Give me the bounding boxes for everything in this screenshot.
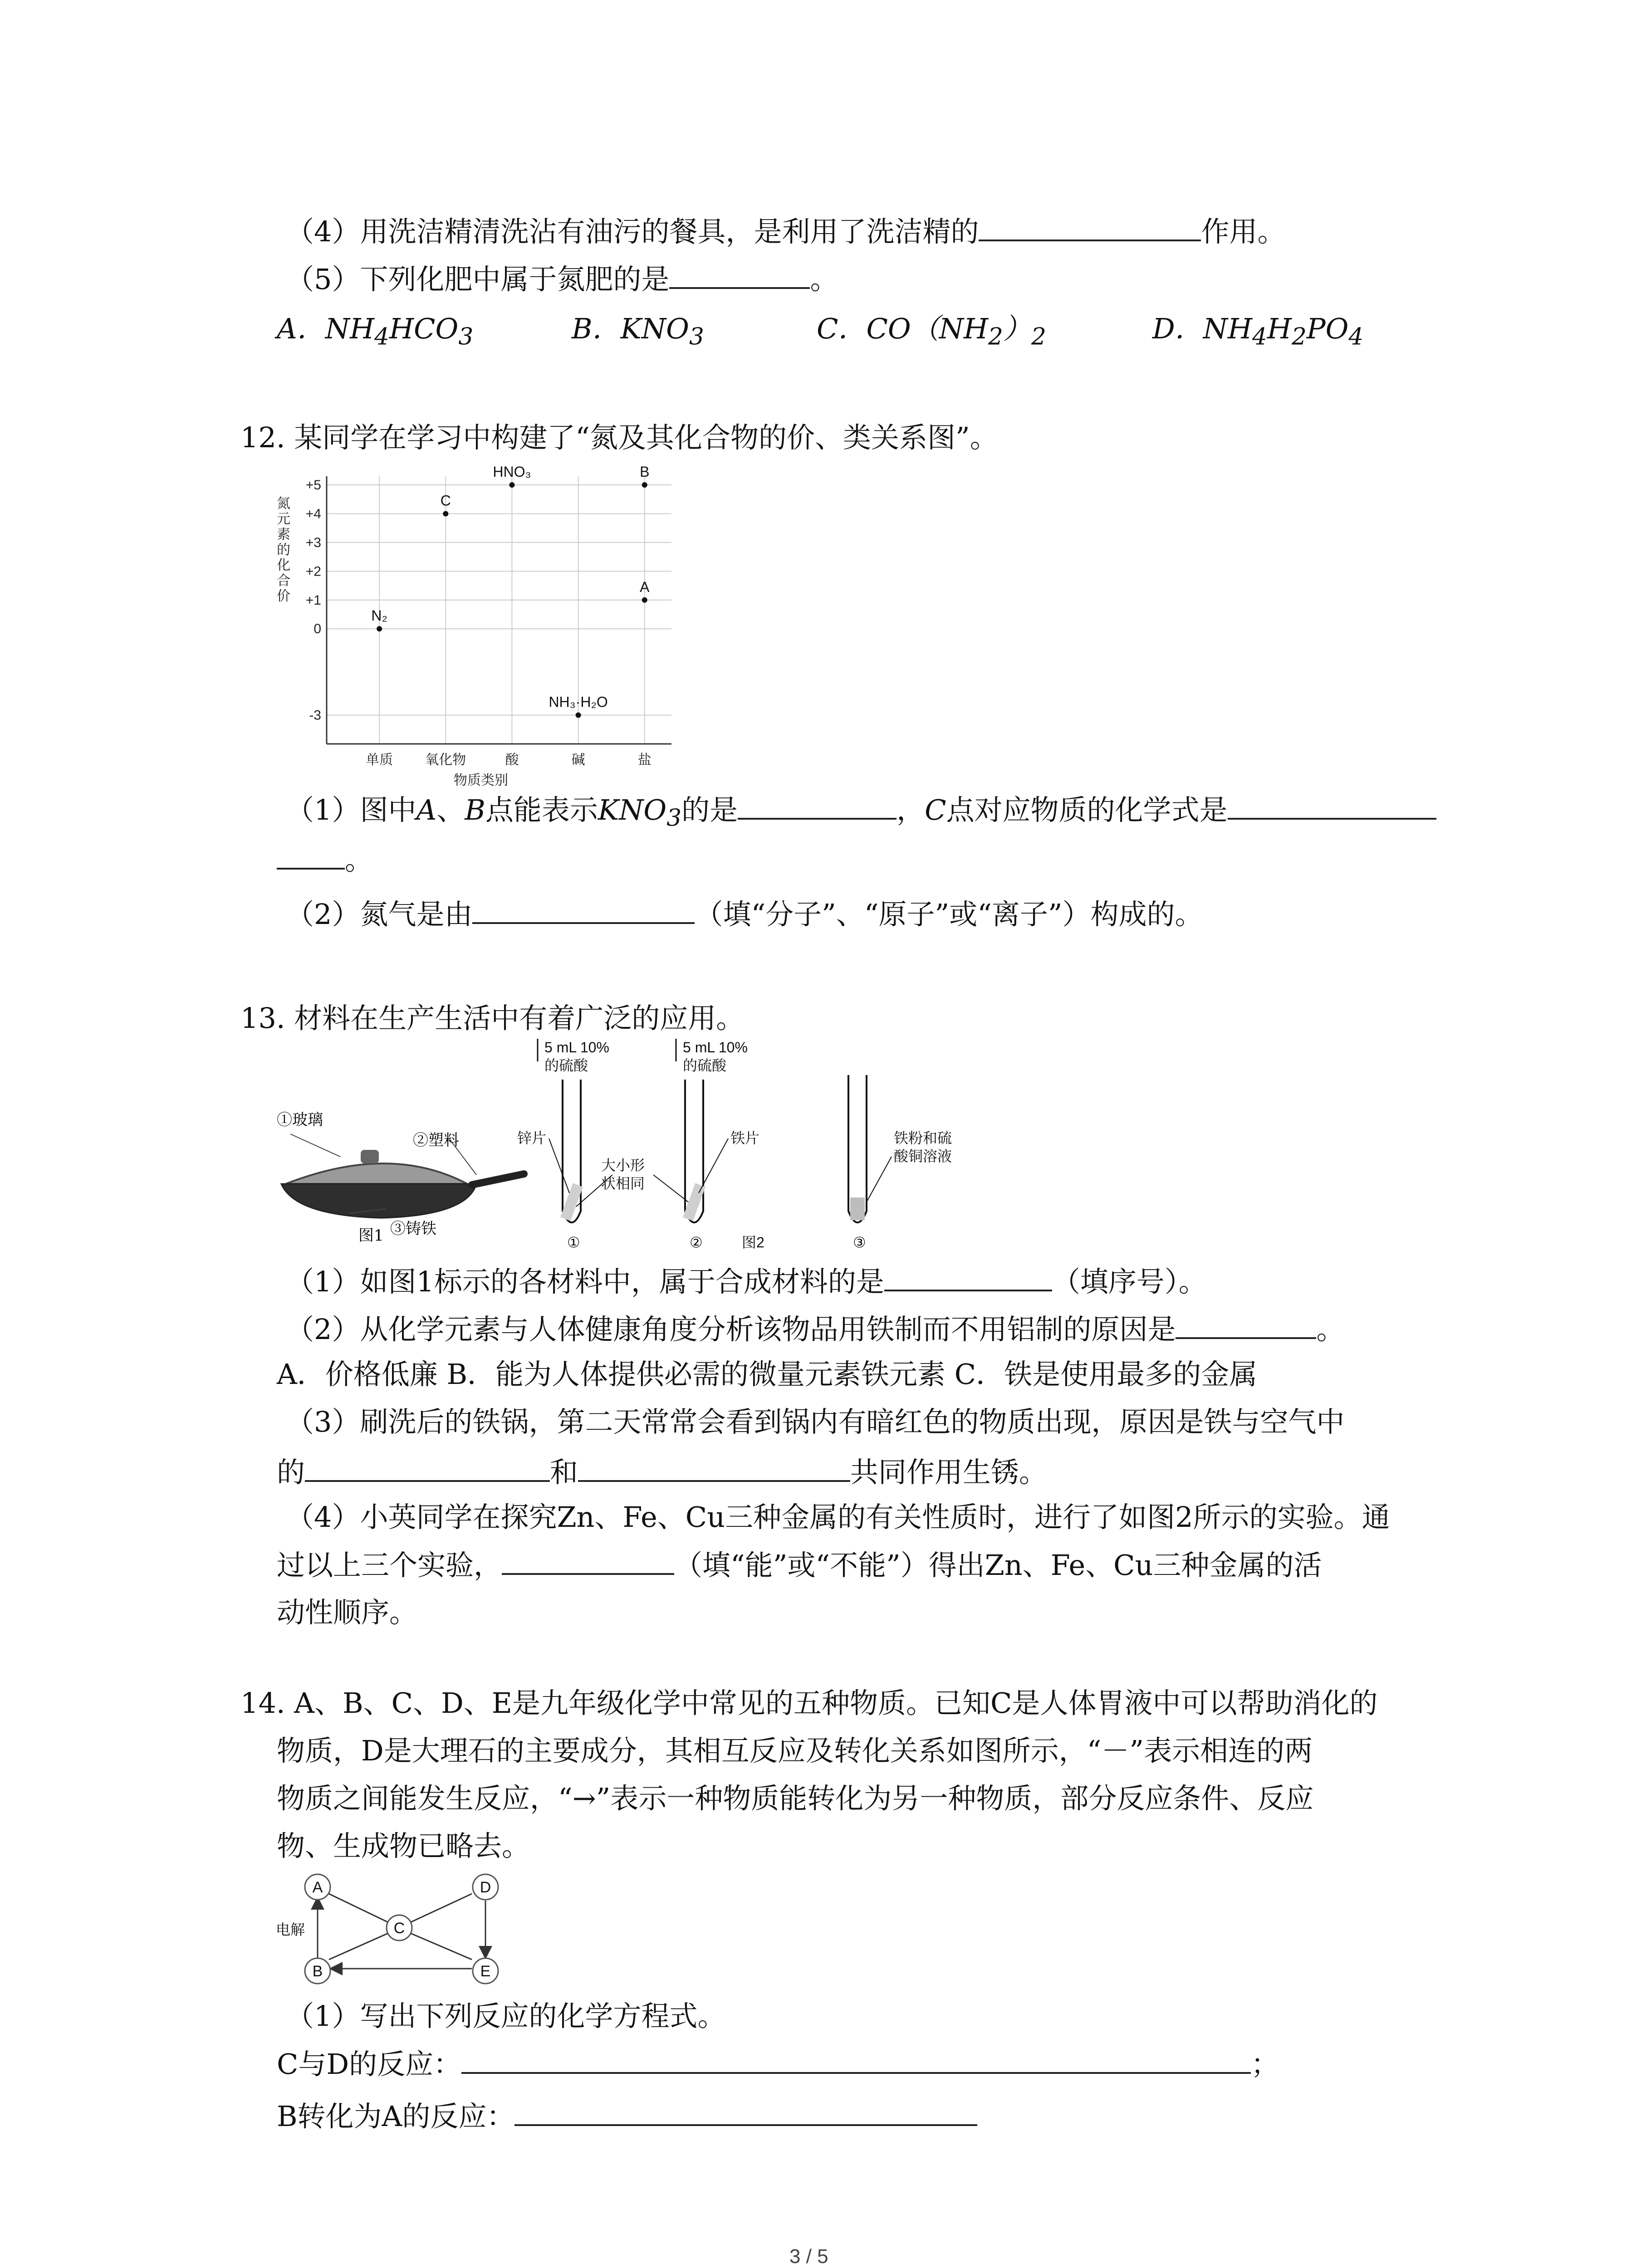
data-point-label: N₂	[371, 607, 387, 624]
y-axis-label-char: 元	[277, 512, 290, 527]
q13-q3-line1: （3）刷洗后的铁锅，第二天常常会看到锅内有暗红色的物质出现，原因是铁与空气中	[286, 1405, 1345, 1438]
answer-blank[interactable]	[277, 841, 345, 870]
tube2-acid-name: 的硫酸	[683, 1057, 727, 1074]
q14-cd-line: C与D的反应： ；	[277, 2046, 1279, 2082]
answer-blank[interactable]	[514, 2098, 977, 2126]
q13-q4-line1: （4）小英同学在探究Zn、Fe、Cu三种金属的有关性质时，进行了如图2所示的实验。通	[286, 1501, 1390, 1534]
answer-blank[interactable]	[738, 792, 896, 820]
q11-line4-text: （4）用洗洁精清洗沾有油污的餐具，是利用了洗洁精的	[286, 215, 979, 248]
tube1-acid-name: 的硫酸	[544, 1057, 588, 1074]
mixture-label-1: 铁粉和硫	[894, 1130, 952, 1146]
q14-stem-4: 物、生成物已略去。	[277, 1829, 530, 1862]
q11-line5	[286, 261, 838, 298]
y-axis-label-char: 化	[277, 558, 290, 573]
q14-ba-line: B转化为A的反应：	[277, 2098, 977, 2135]
y-tick-label: +4	[305, 506, 321, 522]
x-tick-label: 酸	[505, 753, 519, 767]
answer-blank[interactable]	[669, 261, 810, 289]
answer-blank[interactable]	[1228, 792, 1436, 820]
x-tick-label: 单质	[366, 753, 393, 767]
data-point	[377, 626, 382, 631]
q11-option-b: B．$KNO_3$	[572, 312, 704, 351]
q13-q3-line2: 的 和 共同作用生锈。	[277, 1454, 1047, 1491]
data-point-label: C	[440, 492, 451, 509]
tube1-label: ①	[567, 1234, 580, 1251]
q14-q1: （1）写出下列反应的化学方程式。	[286, 1999, 726, 2033]
same-shape-label-1: 大小形	[601, 1157, 645, 1173]
tube3-label: ③	[853, 1234, 866, 1251]
same-shape-label-2: 状相同	[601, 1175, 645, 1192]
q13-q4-line2: 过以上三个实验， （填“能”或“不能”）得出Zn、Fe、Cu三种金属的活	[277, 1547, 1322, 1584]
tube2-acid-amount: 5 mL 10%	[683, 1039, 748, 1056]
q11-line5-suffix: 。	[810, 263, 838, 296]
answer-blank[interactable]	[884, 1263, 1052, 1291]
data-point-label: A	[640, 578, 650, 595]
iron-label: ③铸铁	[390, 1220, 436, 1238]
q14-stem-3: 物质之间能发生反应，“→”表示一种物质能转化为另一种物质，部分反应条件、反应	[277, 1782, 1314, 1815]
y-axis-label-char: 素	[277, 527, 290, 542]
q11-option-d: D．$NH_4H_2PO_4$	[1152, 312, 1364, 351]
data-point	[509, 482, 514, 488]
answer-blank[interactable]	[502, 1547, 674, 1575]
tube1-acid-amount: 5 mL 10%	[544, 1039, 609, 1056]
svg-text:C: C	[393, 1920, 405, 1937]
svg-text:E: E	[480, 1963, 491, 1980]
q12-q1-line2: 。	[277, 841, 373, 878]
y-axis-label-char: 的	[277, 543, 290, 557]
page-number: 3 / 5	[789, 2245, 828, 2268]
fig2-caption: 图2	[742, 1234, 764, 1251]
figure1-wok	[277, 1107, 531, 1243]
answer-blank[interactable]	[979, 213, 1201, 241]
data-point	[642, 482, 647, 488]
data-point-label: HNO₃	[493, 464, 531, 480]
data-point	[576, 713, 581, 718]
data-point	[443, 511, 448, 516]
q13-q2-options: A．价格低廉 B．能为人体提供必需的微量元素铁元素 C．铁是使用最多的金属	[277, 1358, 1258, 1391]
q11-option-c: C．$CO(NH_2)_2$	[817, 312, 1046, 351]
x-axis-label: 物质类别	[454, 773, 508, 788]
x-tick-label: 氧化物	[425, 753, 466, 767]
answer-blank[interactable]	[578, 1454, 850, 1482]
valence-class-chart	[272, 463, 681, 789]
answer-blank[interactable]	[305, 1454, 550, 1482]
y-axis-label-char: 氮	[277, 496, 290, 511]
y-tick-label: 0	[314, 621, 321, 637]
figure2-test-tubes	[504, 1034, 966, 1252]
x-tick-label: 盐	[637, 753, 652, 767]
reaction-diagram	[272, 1869, 526, 1987]
electrolysis-label: 电解	[275, 1921, 305, 1938]
svg-text:B: B	[312, 1963, 323, 1980]
y-tick-label: +1	[305, 592, 321, 608]
plastic-label: ②塑料	[413, 1131, 459, 1149]
q11-line4	[286, 213, 1285, 250]
q11-line4-suffix: 作用。	[1201, 215, 1286, 248]
svg-text:A: A	[312, 1879, 323, 1896]
y-axis-label-char: 合	[277, 573, 290, 588]
q12-q2: （2）氮气是由 （填“分子”、“原子”或“离子”）构成的。	[286, 896, 1203, 933]
zinc-label: 锌片	[517, 1130, 547, 1146]
tube2-label: ②	[690, 1234, 703, 1251]
q12-q1-line1: （1）图中A、B点能表示$KNO_3$的是 ，C点对应物质的化学式是	[286, 792, 1436, 836]
y-tick-label: +2	[305, 564, 321, 579]
q11-line5-text: （5）下列化肥中属于氮肥的是	[286, 263, 670, 296]
mixture-label-2: 酸铜溶液	[894, 1148, 952, 1164]
q13-q4-line3: 动性顺序。	[277, 1596, 418, 1629]
fig1-caption: 图1	[358, 1227, 384, 1243]
y-tick-label: +3	[305, 535, 321, 550]
q13-stem: 13. 材料在生产生活中有着广泛的应用。	[240, 1002, 745, 1035]
y-tick-label: +5	[305, 478, 321, 493]
answer-blank[interactable]	[461, 2046, 1251, 2074]
x-tick-label: 碱	[571, 753, 585, 767]
iron-piece-label: 铁片	[730, 1130, 760, 1146]
q12-stem: 12. 某同学在学习中构建了“氮及其化合物的价、类关系图”。	[240, 421, 998, 454]
data-point	[642, 597, 647, 603]
q13-q1: （1）如图1标示的各材料中，属于合成材料的是 （填序号）。	[286, 1263, 1207, 1300]
q14-stem-1: 14. A、B、C、D、E是九年级化学中常见的五种物质。已知C是人体胃液中可以帮助消化的	[240, 1686, 1378, 1720]
q11-option-a: A．$NH_4HCO_3$	[277, 312, 474, 351]
svg-text:D: D	[480, 1879, 491, 1896]
y-axis-label-char: 价	[277, 589, 290, 604]
data-point-label: NH₃·H₂O	[549, 694, 608, 710]
q14-stem-2: 物质，D是大理石的主要成分，其相互反应及转化关系如图所示，“－”表示相连的两	[277, 1734, 1313, 1767]
glass-label: ①玻璃	[277, 1111, 323, 1129]
answer-blank[interactable]	[472, 896, 695, 924]
y-tick-label: -3	[309, 708, 321, 723]
q13-q2: （2）从化学元素与人体健康角度分析该物品用铁制而不用铝制的原因是 。	[286, 1311, 1344, 1348]
answer-blank[interactable]	[1176, 1311, 1316, 1339]
data-point-label: B	[640, 464, 650, 480]
